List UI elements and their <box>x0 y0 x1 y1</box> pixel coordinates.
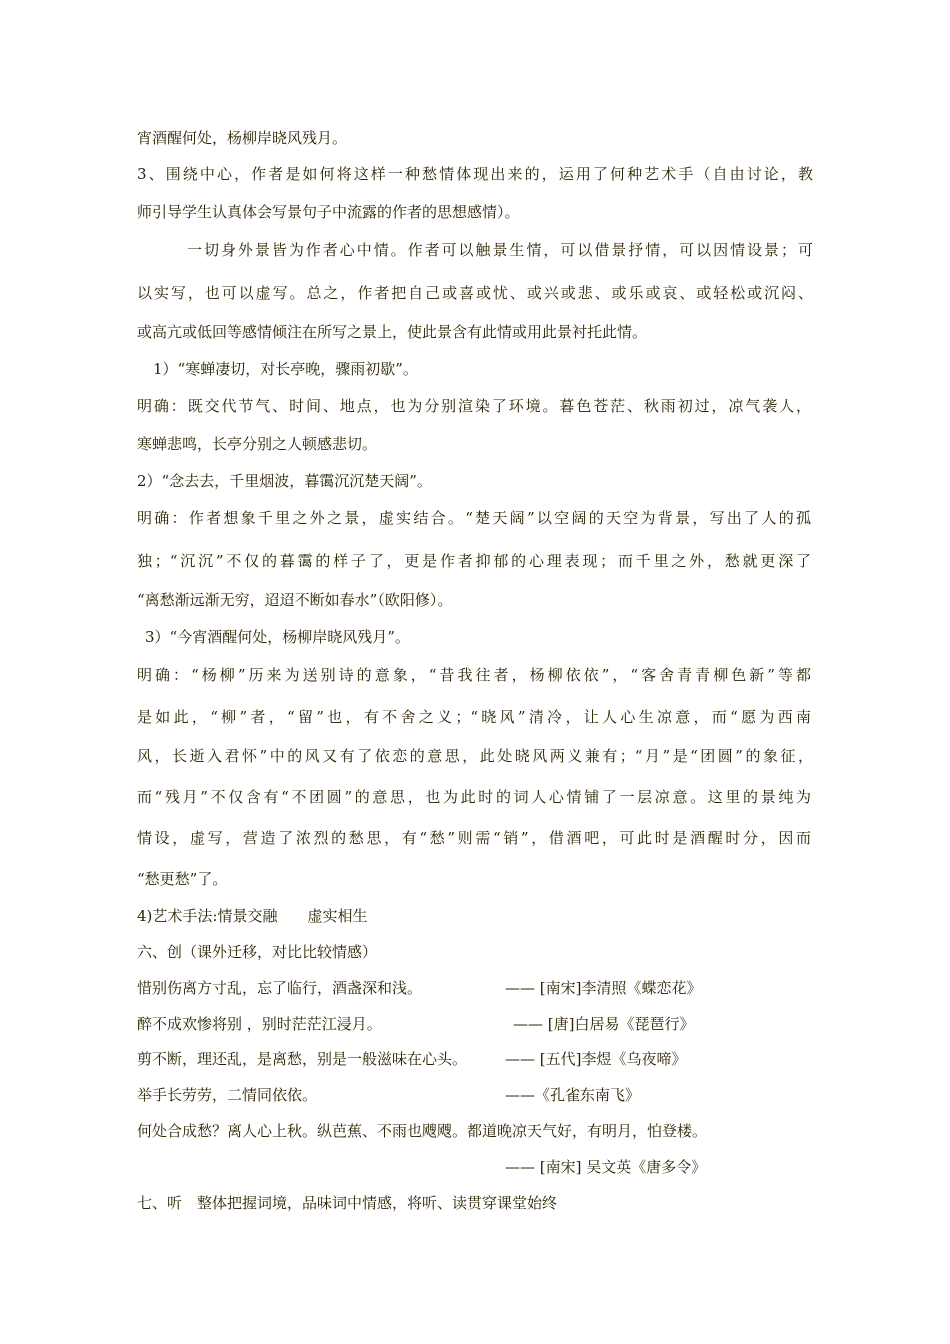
text-line: 3、围绕中心，作者是如何将这样一种愁情体现出来的，运用了何种艺术手（自由讨论，教 <box>137 165 813 183</box>
text-line: 明确：作者想象千里之外之景，虚实结合。“楚天阔”以空阔的天空为背景，写出了人的孤 <box>137 509 811 527</box>
text-line: 师引导学生认真体会写景句子中流露的作者的思想感情）。 <box>137 203 520 221</box>
text-line: 情设，虚写，营造了浓烈的愁思，有“愁”则需“销”，借酒吧，可此时是酒醒时分，因而 <box>137 829 811 847</box>
text-line: 寒蝉悲鸣，长亭分别之人顿感悲切。 <box>137 435 378 453</box>
quote-line: 醉不成欢惨将别 ，别时茫茫江浸月。 <box>137 1015 382 1033</box>
quote-source: —— [南宋]李清照《蝶恋花》 <box>505 979 702 997</box>
section-heading: 六、创（课外迁移，对比比较情感） <box>137 943 378 961</box>
quote-line: 何处合成愁？离人心上秋。纵芭蕉、不雨也飕飕。都道晚凉天气好，有明月，怕登楼。 <box>137 1122 708 1140</box>
text-line: 风，长逝入君怀”中的风又有了依恋的意思，此处晓风两义兼有；“月”是“团圆”的象征， <box>137 747 813 765</box>
quote-line: 惜别伤离方寸乱，忘了临行，酒盏深和浅。 <box>137 979 423 997</box>
text-line: 3）“今宵酒醒何处，杨柳岸晓风残月”。 <box>145 628 410 646</box>
text-line: 4)艺术手法:情景交融 虚实相生 <box>137 907 368 925</box>
text-line: 是如此，“柳”者，“留”也，有不舍之义；“晓风”清冷，让人心生凉意，而“愿为西南 <box>137 708 811 726</box>
text-line: 明确：既交代节气、时间、地点，也为分别渲染了环境。暮色苍茫、秋雨初过，凉气袭人， <box>137 397 811 415</box>
text-line: 而“残月”不仅含有“不团圆”的意思，也为此时的词人心情铺了一层凉意。这里的景纯为 <box>137 788 811 806</box>
text-line: 宵酒醒何处，杨柳岸晓风残月。 <box>137 129 348 147</box>
text-line: 1）“寒蝉凄切，对长亭晚，骤雨初歇”。 <box>153 360 418 378</box>
quote-line: 举手长劳劳，二情同依依。 <box>137 1086 318 1104</box>
quote-line: 剪不断，理还乱，是离愁，别是一般滋味在心头。 <box>137 1050 468 1068</box>
text-line: “愁更愁”了。 <box>137 870 228 888</box>
quote-source: —— [唐]白居易《琵琶行》 <box>513 1015 695 1033</box>
text-line: 独；“沉沉”不仅的暮霭的样子了，更是作者抑郁的心理表现；而千里之外，愁就更深了 <box>137 552 811 570</box>
text-line: 或高亢或低回等感情倾注在所写之景上，使此景含有此情或用此景衬托此情。 <box>137 323 648 341</box>
text-line: 以实写，也可以虚写。总之，作者把自己或喜或忧、或兴或悲、或乐或哀、或轻松或沉闷、 <box>137 284 813 302</box>
text-line: 明确：“杨柳”历来为送别诗的意象，“昔我往者，杨柳依依”，“客舍青青柳色新”等都 <box>137 666 811 684</box>
quote-source: ——《孔雀东南飞》 <box>505 1086 641 1104</box>
quote-source: —— [南宋] 吴文英《唐多令》 <box>505 1158 707 1176</box>
text-line: 2）“念去去，千里烟波，暮霭沉沉楚天阔”。 <box>137 472 432 490</box>
section-heading: 七、听 整体把握词境，品味词中情感，将听、读贯穿课堂始终 <box>137 1194 558 1212</box>
quote-source: —— [五代]李煜《乌夜啼》 <box>505 1050 687 1068</box>
text-line: “离愁渐远渐无穷，迢迢不断如春水”（欧阳修）。 <box>137 591 453 609</box>
text-line: 一切身外景皆为作者心中情。作者可以触景生情，可以借景抒情，可以因情设景；可 <box>187 241 813 259</box>
